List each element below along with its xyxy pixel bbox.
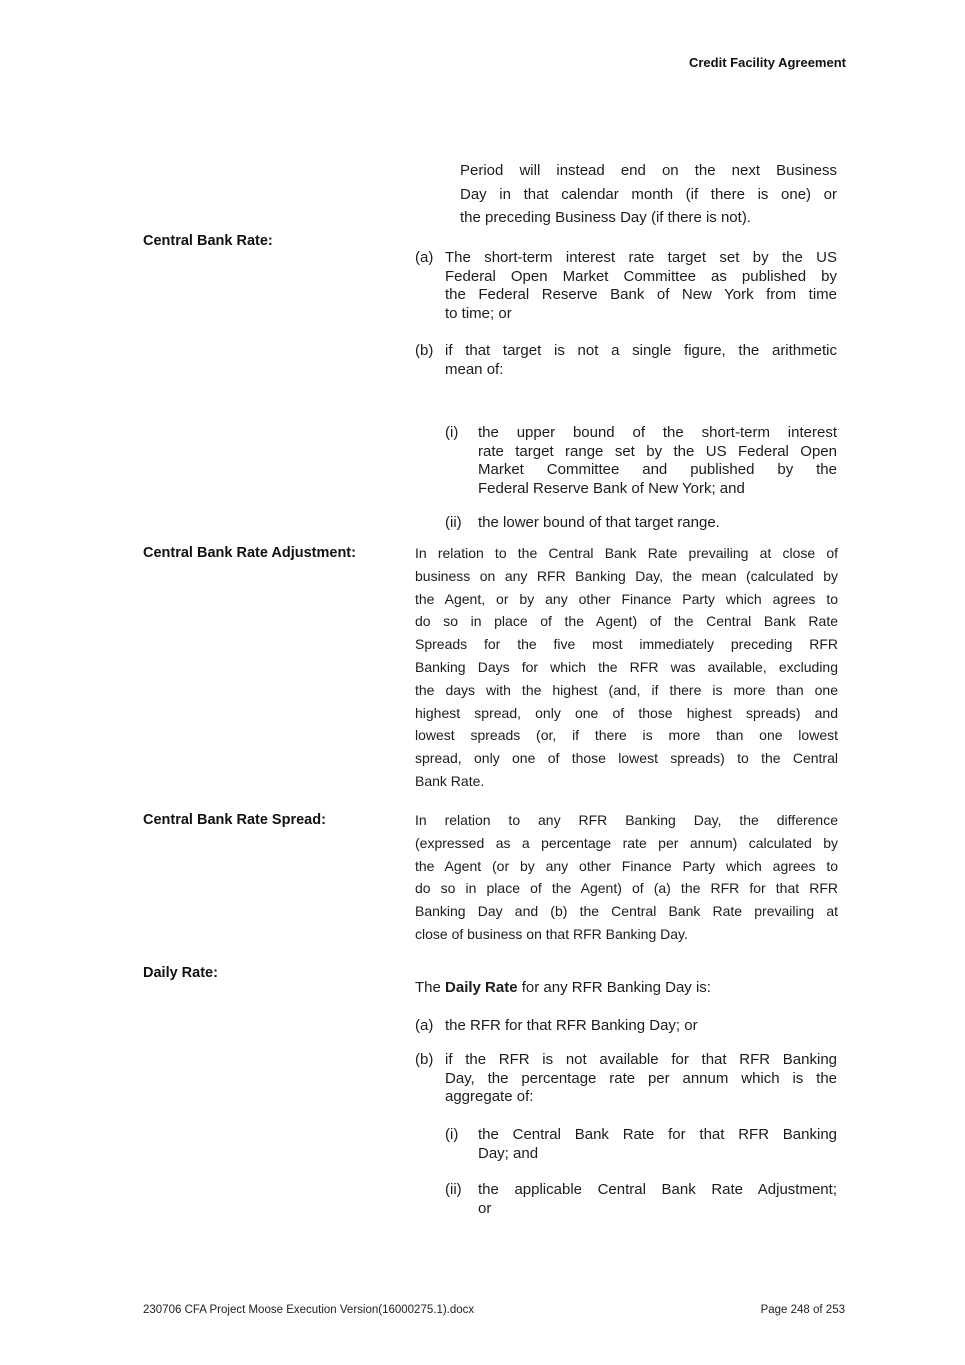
text-line: do so in place of the Agent) of the Central Bank Rate (415, 613, 838, 630)
list-marker: (i) (445, 1126, 459, 1143)
list-item-text (478, 514, 837, 533)
text-line: if that target is not a single figure, the arithmetic (445, 342, 837, 359)
text-line: Period will instead end on the next Business (460, 162, 837, 179)
text-line: In relation to any RFR Banking Day, the difference (415, 812, 838, 828)
list-item-b (415, 1051, 837, 1107)
list-item-a (415, 249, 837, 323)
text-line: Federal Reserve Bank of New York; and (478, 479, 745, 497)
daily-rate-intro-sentence (415, 979, 838, 998)
text-line: rate target range set by the US Federal Open (478, 442, 837, 460)
text-line: the Agent, or by any other Finance Party which agrees to (415, 590, 838, 607)
list-marker: (ii) (445, 1181, 462, 1198)
footer-page-number: Page 248 of 253 (760, 1304, 845, 1316)
list-item-b-i (445, 1126, 837, 1163)
definition-text-central-bank-rate-adjustment (415, 542, 838, 793)
list-item-text (445, 1051, 837, 1107)
intro-prefix: The (415, 979, 446, 996)
list-item-text (445, 1017, 837, 1036)
text-line: spread, only one of those lowest spreads) to the Central (415, 750, 838, 767)
list-item-text (478, 424, 837, 498)
footer-filename: 230706 CFA Project Moose Execution Version(16000275.1).docx (143, 1304, 475, 1316)
text-line: business on any RFR Banking Day, the mean (calculated by (415, 567, 838, 584)
text-line: to time; or (445, 304, 512, 322)
text-line: lowest spreads (or, if there is more than one lowest (415, 727, 838, 744)
list-item-text (478, 1126, 837, 1163)
text-line: aggregate of: (445, 1088, 534, 1105)
continuation-paragraph (460, 159, 837, 230)
list-item-b-ii (445, 514, 837, 533)
intro-suffix: for any RFR Banking Day is: (517, 979, 711, 996)
list-item-text (478, 1181, 837, 1218)
list-marker: (ii) (445, 514, 462, 531)
text-line: close of business on that RFR Banking Day. (415, 925, 688, 942)
page-header-title: Credit Facility Agreement (688, 55, 846, 70)
list-marker: (a) (415, 249, 434, 266)
text-line: the applicable Central Bank Rate Adjustment; (478, 1181, 837, 1198)
definition-text-central-bank-rate-spread (415, 809, 838, 946)
list-marker: (i) (445, 424, 459, 441)
list-marker: (b) (415, 342, 434, 359)
text-line: Day; and (478, 1144, 539, 1162)
text-line: Day in that calendar month (if there is one) or (460, 185, 837, 203)
text-line: the Central Bank Rate for that RFR Banking (478, 1126, 837, 1143)
text-line: the lower bound of that target range. (478, 514, 720, 531)
text-line: (expressed as a percentage rate per annum) calculated by (415, 834, 838, 851)
text-line: do so in place of the Agent) of (a) the RFR for that RFR (415, 880, 838, 897)
definition-label-daily-rate: Daily Rate: (143, 965, 218, 981)
text-line: the Federal Reserve Bank of New York from time (445, 286, 837, 303)
text-line: highest spread, only one of those highest spreads) and (415, 704, 838, 721)
definition-label-central-bank-rate-spread: Central Bank Rate Spread: (143, 812, 326, 828)
text-line: The short-term interest rate target set by the US (445, 249, 837, 266)
intro-bold-term: Daily Rate (445, 979, 518, 996)
text-line: mean of: (445, 360, 504, 378)
definition-label-central-bank-rate-adjustment: Central Bank Rate Adjustment: (143, 545, 356, 561)
text-line: the RFR for that RFR Banking Day; or (445, 1017, 698, 1034)
text-line: Banking Day and (b) the Central Bank Rate prevailing at (415, 903, 838, 920)
text-line: Federal Open Market Committee as published by (445, 267, 837, 285)
list-item-b-i (445, 424, 837, 498)
definition-label-central-bank-rate: Central Bank Rate: (143, 233, 273, 249)
text-line: the preceding Business Day (if there is not). (460, 209, 751, 226)
text-line: Banking Days for which the RFR was available, excluding (415, 658, 838, 675)
list-item-a (415, 1017, 837, 1036)
list-item-text (445, 342, 837, 379)
text-line: the upper bound of the short-term interest (478, 424, 837, 441)
list-item-b (415, 342, 837, 379)
list-item-text (445, 249, 837, 323)
text-line: the days with the highest (and, if there is more than one (415, 681, 838, 698)
text-line: the Agent (or by any other Finance Party which agrees to (415, 857, 838, 874)
list-item-b-ii (445, 1181, 837, 1218)
list-marker: (a) (415, 1017, 434, 1034)
text-line: if the RFR is not available for that RFR Banking (445, 1051, 837, 1068)
text-line: Bank Rate. (415, 772, 485, 789)
text-line: Day, the percentage rate per annum which is the (445, 1069, 837, 1087)
list-marker: (b) (415, 1051, 434, 1068)
text-line: or (478, 1199, 492, 1217)
text-line: Spreads for the five most immediately preceding RFR (415, 636, 838, 653)
text-line: In relation to the Central Bank Rate prevailing at close of (415, 545, 838, 561)
text-line: Market Committee and published by the (478, 461, 837, 478)
